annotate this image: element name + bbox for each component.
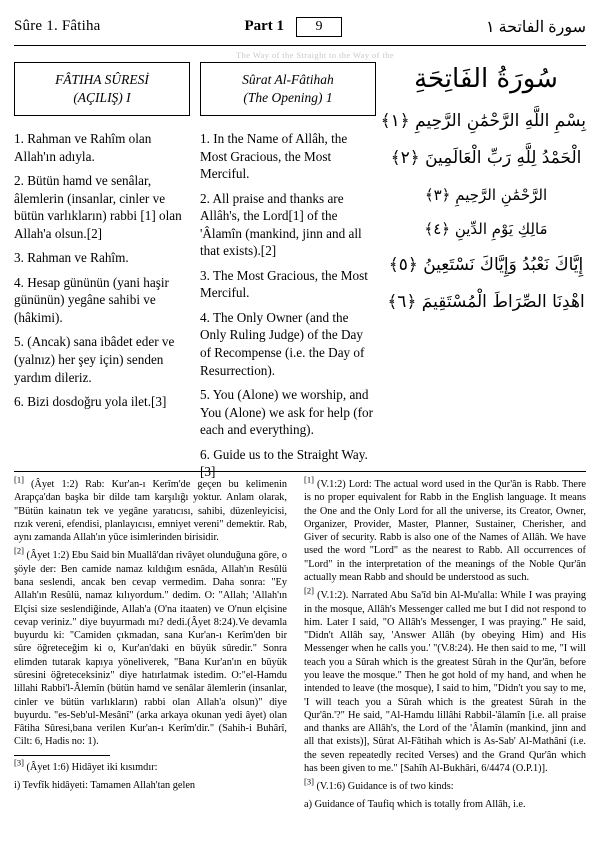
footnotes-english <box>300 474 586 817</box>
footnote-text: i) Tevfîk hidâyeti: Tamamen Allah'tan gelen <box>14 779 196 791</box>
footnote-marker: [1] <box>304 474 314 485</box>
column-english <box>200 62 386 488</box>
footnote-item <box>304 585 586 775</box>
arabic-verse: الرَّحْمَٰنِ الرَّحِيمِ ﴿٣﴾ <box>424 185 548 204</box>
header-part-group <box>244 17 342 37</box>
footnote-item <box>304 776 586 793</box>
column-turkish <box>14 62 200 488</box>
verse-text: 3. The Most Gracious, the Most Merciful. <box>200 267 368 301</box>
arabic-verse: بِسْمِ اللَّهِ الرَّحْمَٰنِ الرَّحِيمِ ﴿١﴾ <box>380 111 586 132</box>
english-title-line1: Sûrat Al-Fâtihah <box>242 72 334 87</box>
verse-text: 2. Bütün hamd ve senâlar, âlemlerin (insanlar, cinler ve bütün varlıkların) rabbi [1] olan Allah'a olsun.[2] <box>14 173 182 241</box>
footnote-text: (Âyet 1:6) Hidâyet iki kısımdır: <box>26 761 158 773</box>
footnote-item <box>14 545 287 748</box>
footnote-item <box>304 474 586 584</box>
arabic-verse: اهْدِنَا الصِّرَاطَ الْمُسْتَقِيمَ ﴿٦﴾ <box>387 292 585 313</box>
arabic-verse: مَالِكِ يَوْمِ الدِّينِ ﴿٤﴾ <box>424 220 548 239</box>
footnote-subdivider <box>14 755 110 756</box>
footnote-item <box>14 474 287 544</box>
footnote-marker: [3] <box>14 757 24 768</box>
footnote-text: (Âyet 1:2) Ebu Said bin Muallâ'dan rivâyet olunduğuna göre, o şöyle der: Ben camide namaz kıldığım esnâda, Allah'ın Resûlü bana seslendi, ancak ben cevap vermedim. Daha sonra: "Ey Allah'ın Resûlü, namaz kılıyordum." dedim. O: "Allah; 'Allah'ın Elçisi size seslendiğinde, Allah'a (O'na itaaten) ve O'nun elçisine cevap veriniz." diye buyurmadı mı? dedi.(Âyet 8:24).Ve devamla buyurdu ki: "Camiden çıkmadan, sana Kur'an-ı Kerîm'den bir sûre öğreteceğim ki o, Kur'an'daki en büyük sûredir." Sonra elimden tutarak kapıya yöneliverek, "Bana Kur'an'ın en büyük sûresini öğreteceksiniz" diye hatırlatmak istedim. O:"el-Hamdu lillahi Rabbi'l-Âlemîn (bütün hamd ve senâlar âlemlerin (insanlar, cinler ve bütün varlıkların) rabbi olan Allah'a olsun)" diye buyurdu. "es-Seb'ul-Mesânî" (arka arkaya okunan yedi âyet) olan Fâtiha Sûresi,bana verilen Kur'an-ı Kerîm'dir." (Sahih-i Buhârî, Cilt: 6, Hadis no: 1). <box>14 550 287 748</box>
footnotes-turkish <box>14 474 300 817</box>
turkish-title-line2: (AÇILIŞ) I <box>73 90 131 106</box>
verse-text: 4. Hesap gününün (yani haşir gününün) yegâne sahibi ve (hâkimi). <box>14 274 169 325</box>
column-arabic <box>380 62 586 488</box>
verse-text: 5. You (Alone) we worship, and You (Alone) we ask for help (for each and everything). <box>200 387 373 438</box>
verse-text: 2. All praise and thanks are Allâh's, the Lord[1] of the 'Âlamîn (mankind, jinn and all that exists).[2] <box>200 190 362 259</box>
header-part-label: Part 1 <box>244 18 285 34</box>
verse-text: 5. (Ancak) sana ibâdet eder ve (yalnız) her şey için) senden yardım dileriz. <box>14 334 175 385</box>
footnote-marker: [2] <box>304 585 314 596</box>
header-surah-title-turkish: Sûre 1. Fâtiha <box>14 18 101 34</box>
verse-text: 1. In the Name of Allâh, the Most Gracious, the Most Merciful. <box>200 131 348 182</box>
page-number-box: 9 <box>296 17 342 37</box>
footnote-item <box>14 757 287 774</box>
verse-text: 3. Rahman ve Rahîm. <box>14 250 129 266</box>
content-columns <box>14 62 586 488</box>
header-surah-title-arabic: سورة الفاتحة ١ <box>485 18 586 36</box>
verse-text: 6. Bizi dosdoğru yola ilet.[3] <box>14 394 167 410</box>
footnote-marker: [1] <box>14 474 24 485</box>
footnote-text: (V.1:6) Guidance is of two kinds: <box>316 781 454 793</box>
verse-text: 1. Rahman ve Rahîm olan Allah'ın adıyla. <box>14 131 152 164</box>
turkish-surah-title-box <box>14 62 190 116</box>
footnote-text: a) Guidance of Taufiq which is totally from Allâh, i.e. <box>304 799 526 811</box>
english-title-line2: (The Opening) 1 <box>243 90 333 106</box>
page-header <box>14 12 586 46</box>
background-ghost-text: The Way of the Straight to the Way of the <box>235 50 394 60</box>
verse-text: 6. Guide us to the Straight Way.[3] <box>200 446 368 480</box>
footnote-text: (Âyet 1:2) Rab: Kur'an-ı Kerîm'de geçen bu kelimenin Arapça'dan başka bir dilde tam karşılığı yoktur. Anlam olarak, "Bütün kainatın tek ve yegâne yaratıcısı, sahibi, düzenleyicisi, rızık vereni, efendisi, planlayıcısı, emniyet vereni" demektir. Rab, aynı zamanda Allah'ın yüce isimlerinden birisidir. <box>14 479 287 544</box>
arabic-verse: إِيَّاكَ نَعْبُدُ وَإِيَّاكَ نَسْتَعِينُ ﴿٥﴾ <box>388 255 584 276</box>
footnotes-area <box>14 474 586 817</box>
arabic-verse: الْحَمْدُ لِلَّهِ رَبِّ الْعَالَمِينَ ﴿٢﴾ <box>390 148 582 169</box>
footnote-item <box>304 798 586 811</box>
footnote-text: (V.1:2) Lord: The actual word used in the Qur'ân is Rabb. There is no proper equivalent for Rabb in the English language. It means the One and the Only Lord for all the universe, its Creator, Owner, Organizer, Provider, Master, Planner, Sustainer, Cherisher, and Giver of security. Rabb is also one of the Names of Allâh. We have used the word "Lord" as the nearest to Rabb. All occurrences of "Lord" in the interpretation of the meanings of the Noble Qur'ân actually mean Rabb and should be understood as such. <box>304 479 586 583</box>
english-surah-title-box <box>200 62 376 116</box>
footnote-divider <box>14 471 586 472</box>
footnote-marker: [2] <box>14 545 24 556</box>
verse-text: 4. The Only Owner (and the Only Ruling Judge) of the Day of Recompense (i.e. the Day of Resurrection). <box>200 309 365 378</box>
turkish-title-line1: FÂTIHA SÛRESİ <box>55 72 149 87</box>
arabic-surah-title: سُورَةُ الفَاتِحَةِ <box>414 64 558 94</box>
footnote-text: (V.1:2). Narrated Abu Sa'îd bin Al-Mu'alla: While I was praying in the mosque, Allâh's Messenger called me but I did not respond to him. Later I said, "O Allâh's Messenger, I was praying." He said, "Didn't Allâh say, 'Answer Allâh (by obeying Him) and His Messenger when he calls you.' "(V.8:24). He then said to me, "I will teach you a Sûrah which is the greatest Sûrah in the Qur'ân, before you leave the mosque." Then he got hold of my hand, and when he intended to leave (the mosque), I said to him, "Didn't you say to me, 'I will teach you a Sûrah which is the greatest Sûrah in the Qur'ân.'?" He said, "Al-Hamdu lillâhi Rabbil-'âlamîn [i.e. all praise and thanks are Allâh's, the Lord of the 'Âlamîn (mankind, jinn and all that exists)], Sûrat Al-Fâtihah which is As-Sab' Al-Mathâni (i.e. the seven repeatedly recited Verses) and the Grand Qur'ân which has been given to me." [Sahîh Al-Bukhâri, 6/4474 (O.P.1)]. <box>304 590 586 774</box>
footnote-item <box>14 779 287 792</box>
footnote-marker: [3] <box>304 776 314 787</box>
